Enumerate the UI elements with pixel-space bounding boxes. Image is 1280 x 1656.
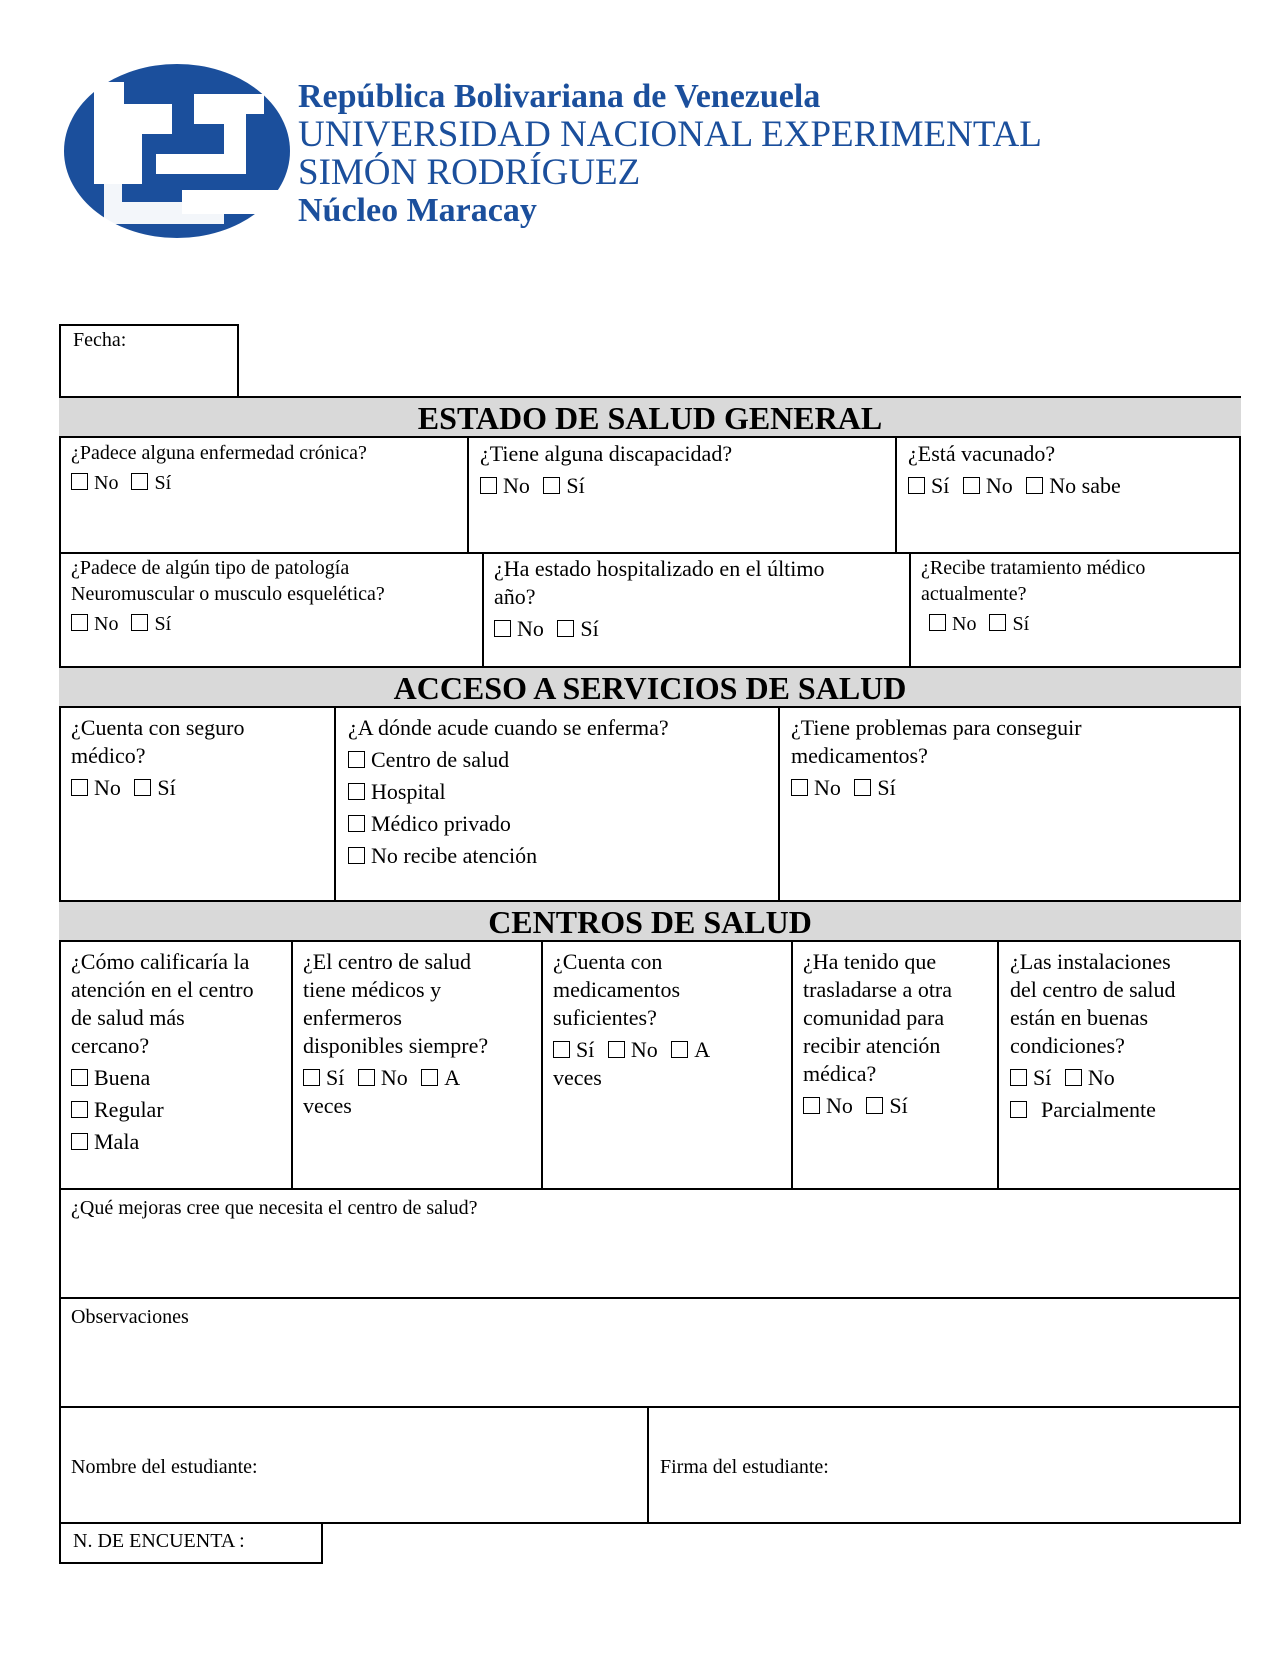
question-donde-acude: ¿A dónde acude cuando se enferma? Centro de salud Hospital Médico privado No recibe atención [348, 715, 669, 868]
institution-header [298, 78, 1042, 230]
checkbox[interactable] [1065, 1069, 1082, 1086]
checkbox[interactable] [71, 1133, 88, 1150]
question-medicamentos: ¿Tiene problemas para conseguir medicamentos? No Sí [791, 715, 1082, 800]
checkbox[interactable] [71, 779, 88, 796]
mejoras-label: ¿Qué mejoras cree que necesita el centro de salud? [71, 1197, 478, 1219]
nombre-estudiante-label: Nombre del estudiante: [71, 1456, 258, 1478]
row-divider [59, 552, 1241, 554]
header-line-1: República Bolivariana de Venezuela [298, 78, 821, 115]
row-divider [59, 1297, 1241, 1299]
checkbox[interactable] [671, 1041, 688, 1058]
question-instalaciones: ¿Las instalaciones del centro de salud están en buenas condiciones? Sí No Parcialmente [1010, 949, 1176, 1122]
col-divider [482, 552, 484, 668]
question-patologia: ¿Padece de algún tipo de patología Neuromuscular o musculo esquelética? No Sí [71, 557, 385, 635]
firma-estudiante-field[interactable] [660, 1454, 1220, 1514]
question-medicamentos-suficientes: ¿Cuenta con medicamentos suficientes? Sí No A veces [553, 949, 711, 1090]
checkbox[interactable] [358, 1069, 375, 1086]
checkbox[interactable] [348, 847, 365, 864]
row-divider [59, 1188, 1241, 1190]
checkbox[interactable] [929, 614, 946, 631]
observaciones-label: Observaciones [71, 1306, 189, 1328]
fecha-field[interactable] [59, 324, 239, 398]
col-divider [541, 942, 543, 1190]
checkbox[interactable] [348, 751, 365, 768]
checkbox[interactable] [963, 477, 980, 494]
col-divider [467, 438, 469, 554]
checkbox[interactable] [791, 779, 808, 796]
question-traslado: ¿Ha tenido que trasladarse a otra comunidad para recibir atención médica? No Sí [803, 949, 953, 1118]
question-seguro-medico: ¿Cuenta con seguro médico? No Sí [71, 715, 245, 800]
section-centros-salud: CENTROS DE SALUD [59, 900, 1241, 942]
checkbox[interactable] [131, 614, 148, 631]
question-discapacidad: ¿Tiene alguna discapacidad? No Sí [480, 441, 733, 498]
checkbox[interactable] [989, 614, 1006, 631]
checkbox[interactable] [803, 1097, 820, 1114]
nombre-estudiante-field[interactable] [71, 1454, 631, 1514]
col-divider [334, 708, 336, 902]
checkbox[interactable] [543, 477, 560, 494]
checkbox[interactable] [71, 1069, 88, 1086]
question-calificacion-atencion: ¿Cómo calificaría la atención en el centro de salud más cercano? Buena Regular Mala [71, 949, 254, 1154]
checkbox[interactable] [303, 1069, 320, 1086]
header-line-2: UNIVERSIDAD NACIONAL EXPERIMENTAL [298, 114, 1042, 155]
checkbox[interactable] [608, 1041, 625, 1058]
numero-encuesta-label: N. DE ENCUENTA : [73, 1530, 245, 1552]
question-medicos-disponibles: ¿El centro de salud tiene médicos y enfermeros disponibles siempre? Sí No A veces [303, 949, 489, 1118]
checkbox[interactable] [557, 620, 574, 637]
col-divider [291, 942, 293, 1190]
checkbox[interactable] [348, 783, 365, 800]
question-hospitalizado: ¿Ha estado hospitalizado en el último año? No Sí [494, 556, 825, 641]
question-tratamiento: ¿Recibe tratamiento médico actualmente? No Sí [921, 557, 1146, 635]
checkbox[interactable] [494, 620, 511, 637]
col-divider [778, 708, 780, 902]
checkbox[interactable] [421, 1069, 438, 1086]
section-estado-salud: ESTADO DE SALUD GENERAL [59, 396, 1241, 438]
checkbox[interactable] [1026, 477, 1043, 494]
firma-estudiante-label: Firma del estudiante: [660, 1456, 829, 1478]
row-divider [59, 1406, 1241, 1408]
checkbox[interactable] [480, 477, 497, 494]
mejoras-field[interactable] [71, 1195, 1221, 1285]
question-vacunado: ¿Está vacunado? Sí No No sabe [908, 441, 1121, 498]
numero-encuesta-field[interactable] [59, 1522, 323, 1564]
checkbox[interactable] [854, 779, 871, 796]
col-divider [909, 552, 911, 668]
checkbox[interactable] [908, 477, 925, 494]
checkbox[interactable] [71, 614, 88, 631]
checkbox[interactable] [1010, 1101, 1027, 1118]
col-divider [997, 942, 999, 1190]
col-divider [895, 438, 897, 554]
section-acceso-servicios: ACCESO A SERVICIOS DE SALUD [59, 666, 1241, 708]
checkbox[interactable] [71, 1101, 88, 1118]
fecha-label: Fecha: [73, 329, 127, 351]
checkbox[interactable] [131, 473, 148, 490]
university-logo [64, 64, 290, 238]
checkbox[interactable] [71, 473, 88, 490]
checkbox[interactable] [134, 779, 151, 796]
checkbox[interactable] [1010, 1069, 1027, 1086]
question-enfermedad-cronica: ¿Padece alguna enfermedad crónica? No Sí [71, 442, 367, 494]
checkbox[interactable] [553, 1041, 570, 1058]
col-divider [791, 942, 793, 1190]
header-line-3: SIMÓN RODRÍGUEZ [298, 152, 641, 193]
header-line-4: Núcleo Maracay [298, 192, 537, 229]
checkbox[interactable] [866, 1097, 883, 1114]
checkbox[interactable] [348, 815, 365, 832]
col-divider [647, 1406, 649, 1522]
observaciones-field[interactable] [71, 1304, 1221, 1394]
